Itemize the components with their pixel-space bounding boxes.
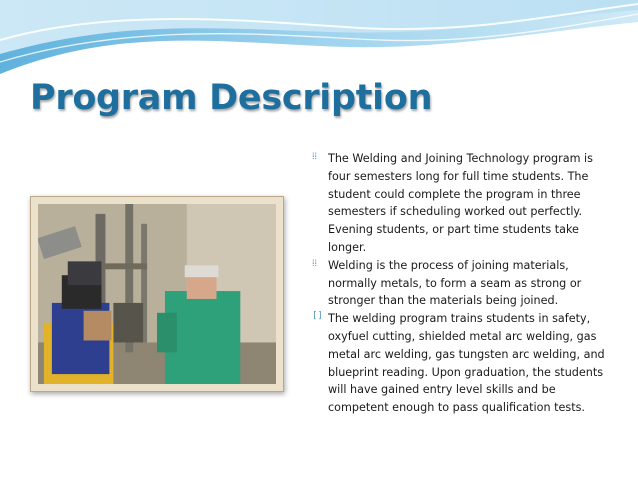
bullet-text: Welding is the process of joining materials, normally metals, to form a seam as strong or stronger than the materials being joined. bbox=[328, 258, 582, 308]
bullet-marker: [] bbox=[312, 311, 323, 322]
photo-frame bbox=[30, 196, 284, 392]
bullet-text: The Welding and Joining Technology program is four semesters long for full time students. The student could complete the program in three semesters if scheduling worked out perfectly. Evening students, or part time students take longer. bbox=[328, 152, 593, 254]
welding-students-photo bbox=[38, 204, 276, 384]
bullet-list bbox=[312, 150, 612, 417]
bullet-text: The welding program trains students in safety, oxyfuel cutting, shielded metal arc welding, gas metal arc welding, gas tungsten arc welding, and blueprint reading. Upon graduation, the students will have gained entry level skills and be competent enough to pass qualification tests. bbox=[328, 312, 605, 415]
header-wave-decoration bbox=[0, 0, 638, 80]
bullet-marker: ⁞⁞ bbox=[312, 258, 318, 269]
bullet-welding-definition bbox=[312, 257, 612, 310]
bullet-training-topics bbox=[312, 310, 612, 417]
bullet-marker: ⁞⁞ bbox=[312, 152, 318, 162]
slide-title: Program Description bbox=[30, 78, 433, 118]
bullet-program-length bbox=[312, 150, 612, 257]
